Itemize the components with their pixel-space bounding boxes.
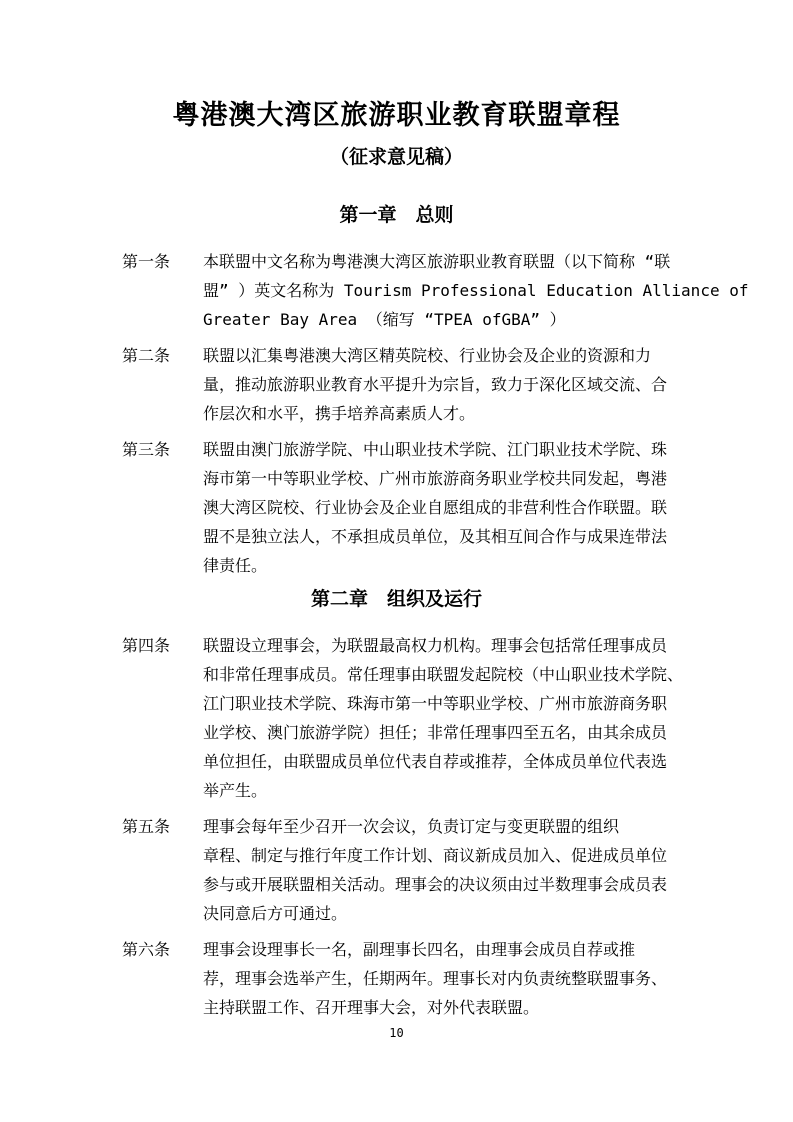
article-line: 本联盟中文名称为粤港澳大湾区旅游职业教育联盟（以下简称 “联 xyxy=(203,252,671,271)
chapter-heading: 第一章 总则 xyxy=(339,205,454,226)
article-line: 盟” ）英文名称为 Tourism Professional Education Alliance of xyxy=(203,281,749,300)
article-line: 律责任。 xyxy=(203,556,268,575)
article xyxy=(122,812,733,928)
article xyxy=(122,247,749,334)
chapter-heading: 第二章 组织及运行 xyxy=(310,589,482,610)
article-line: 海市第一中等职业学校、广州市旅游商务职业学校共同发起，粤港 xyxy=(203,469,668,488)
document-subtitle: （征求意见稿） xyxy=(329,147,463,168)
article-line: 章程、制定与推行年度工作计划、商议新成员加入、促进成员单位 xyxy=(203,846,668,865)
article-line: 江门职业技术学院、珠海市第一中等职业学校、广州市旅游商务职 xyxy=(203,694,668,713)
article-line: 作层次和水平，携手培养高素质人才。 xyxy=(203,404,476,423)
article-line: 主持联盟工作、召开理事大会，对外代表联盟。 xyxy=(203,998,540,1017)
article-text xyxy=(203,631,733,805)
page-footer xyxy=(0,1024,793,1042)
article-line: 澳大湾区院校、行业协会及企业自愿组成的非营利性合作联盟。联 xyxy=(203,498,668,517)
article-line: 举产生。 xyxy=(203,781,268,800)
article-text xyxy=(203,247,749,334)
article-line: 荐，理事会选举产生，任期两年。理事长对内负责统整联盟事务、 xyxy=(203,969,668,988)
article-label: 第五条 xyxy=(122,817,171,836)
article-text xyxy=(203,812,733,928)
article-label: 第三条 xyxy=(122,440,171,459)
article-line: 联盟以汇集粤港澳大湾区精英院校、行业协会及企业的资源和力 xyxy=(203,346,652,365)
article-text xyxy=(203,935,733,1022)
document-title: 粤港澳大湾区旅游职业教育联盟章程 xyxy=(172,100,621,130)
article-line: 参与或开展联盟相关活动。理事会的决议须由过半数理事会成员表 xyxy=(203,875,668,894)
article xyxy=(122,935,733,1022)
article-line: 理事会每年至少召开一次会议，负责订定与变更联盟的组织 xyxy=(203,817,620,836)
page-number: 10 xyxy=(389,1026,404,1040)
article-label: 第一条 xyxy=(122,252,171,271)
article-line: Greater Bay Area （缩写 “TPEA ofGBA” ） xyxy=(203,310,566,329)
article-line: 理事会设理事长一名，副理事长四名，由理事会成员自荐或推 xyxy=(203,940,636,959)
article xyxy=(122,341,733,428)
article-label: 第二条 xyxy=(122,346,171,365)
article-line: 决同意后方可通过。 xyxy=(203,904,348,923)
article-line: 量，推动旅游职业教育水平提升为宗旨，致力于深化区域交流、合 xyxy=(203,375,668,394)
article-text xyxy=(203,341,733,428)
article-label: 第六条 xyxy=(122,940,171,959)
article-label: 第四条 xyxy=(122,636,171,655)
article-line: 业学校、澳门旅游学院）担任；非常任理事四至五名，由其余成员 xyxy=(203,723,668,742)
article-line: 联盟由澳门旅游学院、中山职业技术学院、江门职业技术学院、珠 xyxy=(203,440,668,459)
article xyxy=(122,435,733,580)
document-body xyxy=(0,203,793,1022)
article xyxy=(122,631,733,805)
article-text xyxy=(203,435,733,580)
article-line: 和非常任理事成员。常任理事由联盟发起院校（中山职业技术学院、 xyxy=(203,665,684,684)
article-line: 盟不是独立法人，不承担成员单位，及其相互间合作与成果连带法 xyxy=(203,527,668,546)
article-line: 联盟设立理事会，为联盟最高权力机构。理事会包括常任理事成员 xyxy=(203,636,668,655)
article-line: 单位担任，由联盟成员单位代表自荐或推荐，全体成员单位代表选 xyxy=(203,752,668,771)
